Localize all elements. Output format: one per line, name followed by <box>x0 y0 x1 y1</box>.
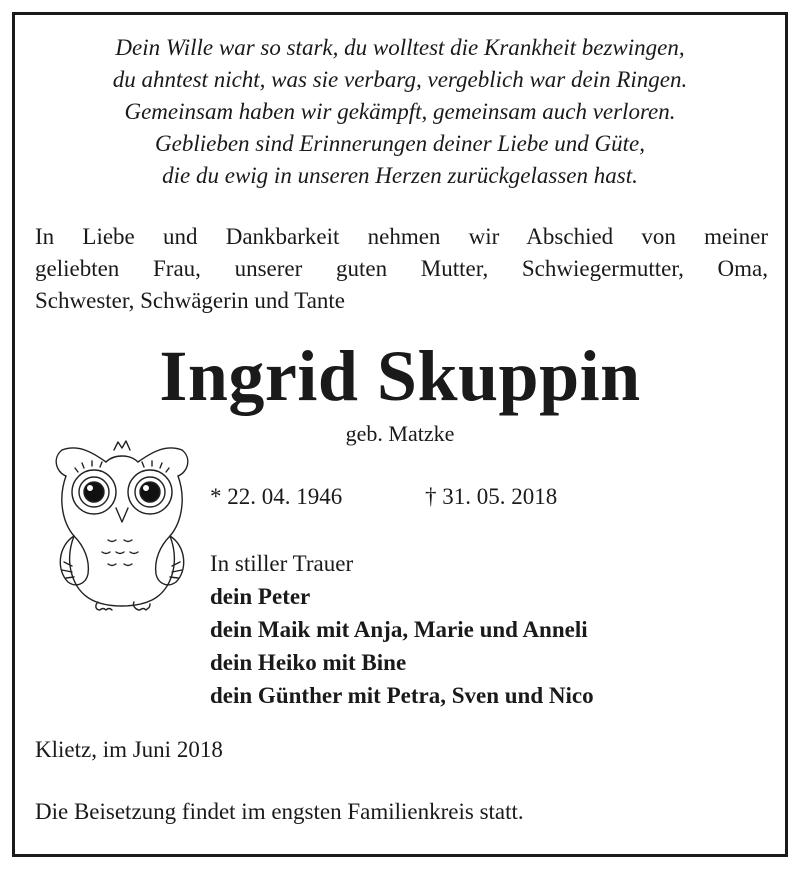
mourner-entry: dein Günther mit Petra, Sven und Nico <box>210 683 594 708</box>
mourner-entry: dein Maik mit Anja, Marie und Anneli <box>210 617 588 642</box>
death-date: † 31. 05. 2018 <box>425 484 558 509</box>
maiden-name: geb. Matzke <box>345 421 455 446</box>
poem-line: Gemeinsam haben wir gekämpft, gemeinsam auch verloren. <box>124 99 676 124</box>
deceased-name: Ingrid Skuppin <box>159 336 641 416</box>
mourning-heading: In stiller Trauer <box>210 551 354 576</box>
place-and-date: Klietz, im Juni 2018 <box>35 737 223 762</box>
farewell-line: In Liebe und Dankbarkeit nehmen wir Abschied von meiner <box>35 224 768 249</box>
farewell-text <box>35 221 768 317</box>
owl-icon <box>48 436 196 612</box>
poem-line: Geblieben sind Erinnerungen deiner Liebe und Güte, <box>155 131 645 156</box>
poem-line: du ahntest nicht, was sie verbarg, vergeblich war dein Ringen. <box>112 67 688 92</box>
mourner-entry: dein Heiko mit Bine <box>210 650 407 675</box>
farewell-line: Schwester, Schwägerin und Tante <box>35 288 346 313</box>
memorial-poem <box>20 32 780 192</box>
mourner-entry: dein Peter <box>210 584 311 609</box>
poem-line: die du ewig in unseren Herzen zurückgelassen hast. <box>162 163 638 188</box>
farewell-line: geliebten Frau, unserer guten Mutter, Schwiegermutter, Oma, <box>35 256 768 281</box>
birth-date: * 22. 04. 1946 <box>210 484 343 509</box>
poem-line: Dein Wille war so stark, du wolltest die Krankheit bezwingen, <box>115 35 685 60</box>
burial-note: Die Beisetzung findet im engsten Familienkreis statt. <box>35 799 524 824</box>
mourners-block <box>210 547 594 712</box>
